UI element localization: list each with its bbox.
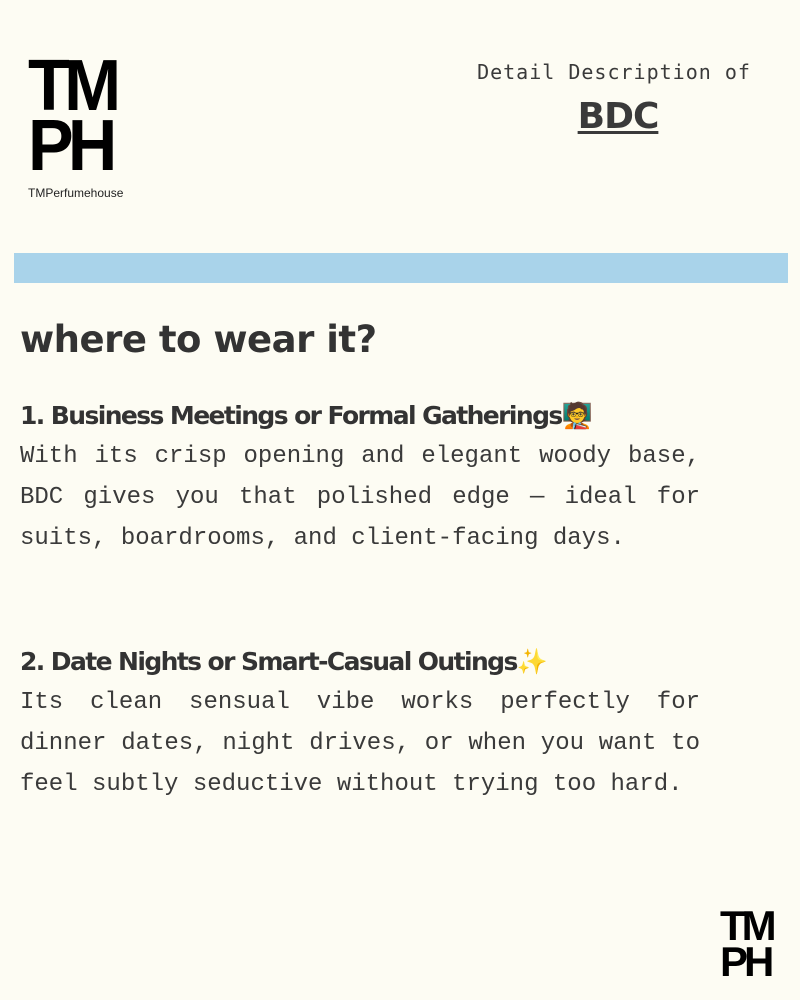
logo-mark: [28, 46, 133, 186]
product-name: BDC: [577, 96, 659, 137]
item-heading: [20, 646, 700, 678]
header-label: Detail Description of: [477, 60, 751, 84]
section-title: where to wear it?: [20, 318, 377, 361]
logo-subtitle: TMPerfumehouse: [28, 186, 124, 200]
item-heading-text: 1. Business Meetings or Formal Gatherings: [20, 401, 562, 430]
list-item: [20, 646, 700, 805]
brand-logo: [28, 46, 138, 200]
item-heading-text: 2. Date Nights or Smart-Casual Outings: [20, 647, 517, 676]
item-heading: [20, 400, 700, 432]
teacher-emoji-icon: 🧑‍🏫: [561, 401, 593, 430]
logo-top-line: TM: [28, 46, 116, 126]
item-body: With its crisp opening and elegant woody base, BDC gives you that polished edge — ideal for suits, boardrooms, and client-facing days.: [20, 443, 700, 552]
list-item: [20, 400, 700, 559]
item-body: Its clean sensual vibe works perfectly for dinner dates, night drives, or when you want to feel subtly seductive without trying too hard.: [20, 689, 700, 798]
logo-bottom-line: PH: [28, 106, 112, 186]
footer-logo-bottom-line: PH: [720, 938, 771, 985]
footer-logo: [720, 902, 790, 985]
accent-divider-bar: [14, 253, 788, 283]
sparkles-emoji-icon: ✨: [516, 647, 548, 676]
header-title-block: [454, 60, 774, 137]
footer-logo-top-line: TM: [720, 902, 773, 949]
